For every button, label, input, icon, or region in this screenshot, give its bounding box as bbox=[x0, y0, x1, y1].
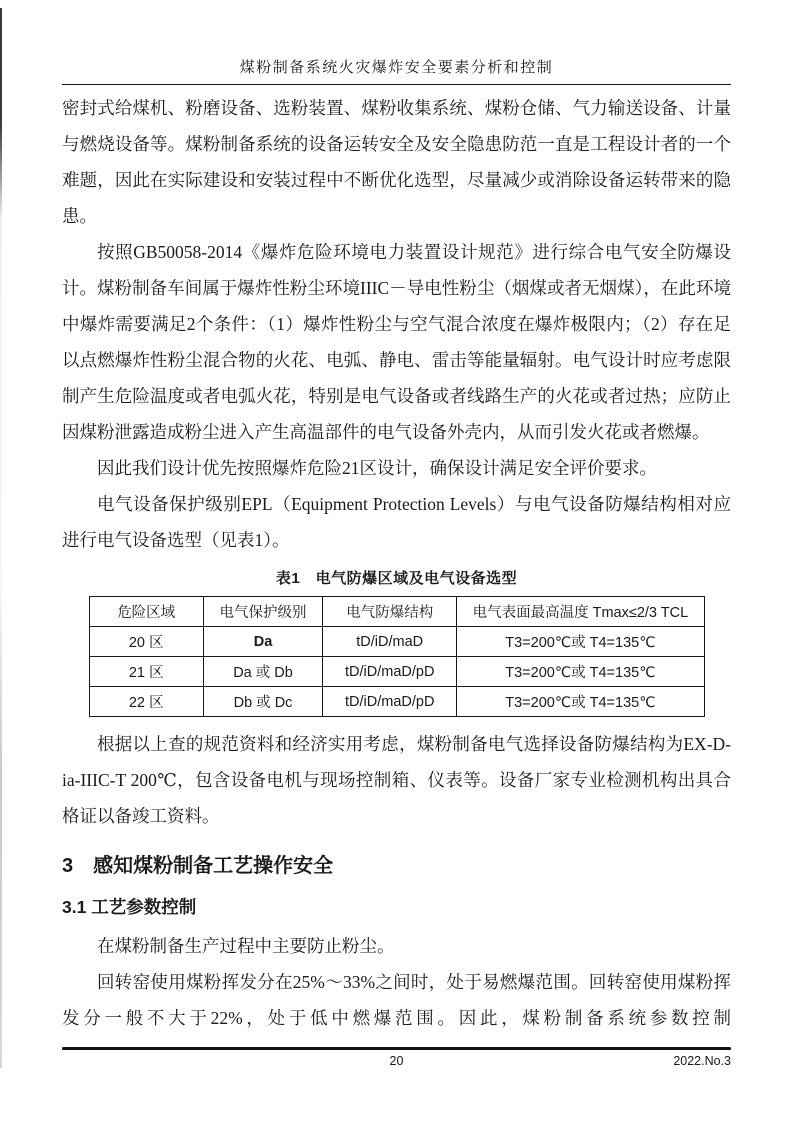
table-row bbox=[89, 627, 704, 657]
table-cell: 22 区 bbox=[89, 687, 203, 717]
table-cell: tD/iD/maD/pD bbox=[323, 657, 457, 687]
section-heading: 3 感知煤粉制备工艺操作安全 bbox=[62, 855, 334, 877]
paragraph: 密封式给煤机、粉磨设备、选粉装置、煤粉收集系统、煤粉仓储、气力输送设备、计量与燃烧设备等。煤粉制备系统的设备运转安全及安全隐患防范一直是工程设计者的一个难题，因此在实际建设和安装过程中不断优化选型，尽量减少或消除设备运转带来的隐患。 bbox=[62, 98, 731, 226]
paragraphs-top bbox=[62, 90, 731, 558]
paragraphs-bottom bbox=[62, 928, 731, 1036]
paragraph: 电气设备保护级别EPL（Equipment Protection Levels）与电气设备防爆结构相对应进行电气设备选型（见表1）。 bbox=[62, 494, 731, 550]
document-body bbox=[0, 85, 793, 1036]
paragraph: 根据以上查的规范资料和经济实用考虑，煤粉制备电气选择设备防爆结构为EX-D-ia-IIIC-T 200℃，包含设备电机与现场控制箱、仪表等。设备厂家专业检测机构出具合格证以备竣工资料。 bbox=[62, 734, 731, 826]
page-number: 20 bbox=[389, 1054, 404, 1068]
page-footer bbox=[62, 1047, 731, 1068]
explosion-protection-table bbox=[89, 596, 705, 717]
table-column-header: 电气保护级别 bbox=[203, 597, 322, 627]
table-row bbox=[89, 657, 704, 687]
table-cell: tD/iD/maD bbox=[323, 627, 457, 657]
table-column-header: 电气表面最高温度 Tmax≤2/3 TCL bbox=[457, 597, 704, 627]
footer-rule bbox=[62, 1047, 731, 1050]
running-header-title: 煤粉制备系统火灾爆炸安全要素分析和控制 bbox=[239, 60, 554, 76]
paragraph: 在煤粉制备生产过程中主要防止粉尘。 bbox=[97, 936, 395, 956]
footer-row bbox=[62, 1054, 731, 1068]
table-cell: Da bbox=[203, 627, 322, 657]
running-header bbox=[0, 0, 793, 85]
table-column-header: 危险区域 bbox=[89, 597, 203, 627]
issue-label: 2022.No.3 bbox=[673, 1054, 731, 1068]
table-cell: 20 区 bbox=[89, 627, 203, 657]
table-cell: T3=200℃或 T4=135℃ bbox=[457, 657, 704, 687]
paragraph: 回转窑使用煤粉挥发分在25%～33%之间时，处于易燃爆范围。回转窑使用煤粉挥发分一般不大于22%，处于低中燃爆范围。因此，煤粉制备系统参数控制 bbox=[62, 972, 731, 1028]
table-row bbox=[89, 687, 704, 717]
table-caption: 表1 电气防爆区域及电气设备选型 bbox=[275, 570, 518, 587]
paragraph: 因此我们设计优先按照爆炸危险21区设计，确保设计满足安全评价要求。 bbox=[97, 458, 657, 478]
table-cell: T3=200℃或 T4=135℃ bbox=[457, 687, 704, 717]
table-cell: 21 区 bbox=[89, 657, 203, 687]
table-column-header: 电气防爆结构 bbox=[323, 597, 457, 627]
table-cell: Db 或 Dc bbox=[203, 687, 322, 717]
table-body-rows bbox=[89, 627, 704, 717]
subsection-heading: 3.1 工艺参数控制 bbox=[62, 897, 197, 917]
table-cell: Da 或 Db bbox=[203, 657, 322, 687]
table-cell: tD/iD/maD/pD bbox=[323, 687, 457, 717]
paragraph: 按照GB50058-2014《爆炸危险环境电力装置设计规范》进行综合电气安全防爆设计。煤粉制备车间属于爆炸性粉尘环境IIIC－导电性粉尘（烟煤或者无烟煤），在此环境中爆炸需要满足2个条件：（1）爆炸性粉尘与空气混合浓度在爆炸极限内；（2）存在足以点燃爆炸性粉尘混合物的火花、电弧、静电、雷击等能量辐射。电气设计时应考虑限制产生危险温度或者电弧火花，特别是电气设备或者线路生产的火花或者过热；应防止因煤粉泄露造成粉尘进入产生高温部件的电气设备外壳内，从而引发火花或者燃爆。 bbox=[62, 242, 731, 442]
table-cell: T3=200℃或 T4=135℃ bbox=[457, 627, 704, 657]
paragraphs-mid bbox=[62, 726, 731, 834]
scan-edge-artifact bbox=[0, 8, 2, 1068]
table-header-row bbox=[89, 597, 704, 627]
